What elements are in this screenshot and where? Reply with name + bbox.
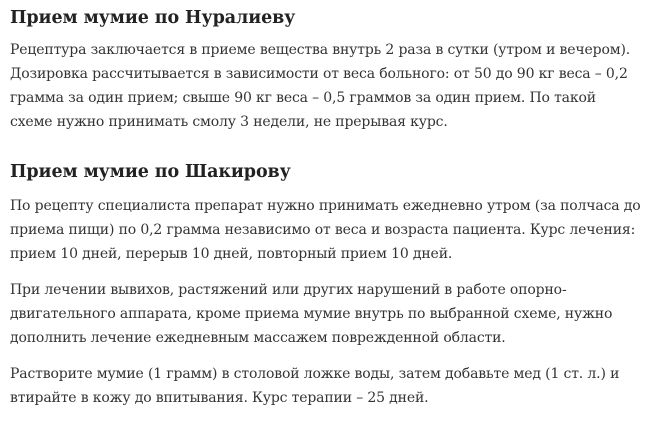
paragraph-line: втирайте в кожу до впитывания. Курс терапии – 25 дней. xyxy=(10,390,429,406)
paragraph-line: По рецепту специалиста препарат нужно принимать ежедневно утром (за полчаса до xyxy=(10,198,641,214)
paragraph-line: Дозировка рассчитывается в зависимости от веса больного: от 50 до 90 кг веса – 0,2 xyxy=(10,66,628,82)
paragraph-shakirov-regimen xyxy=(10,194,641,266)
paragraph-line: двигательного аппарата, кроме приема мумие внутрь по выбранной схеме, нужно xyxy=(10,306,613,322)
paragraph-nuraliev-dosage xyxy=(10,38,630,134)
paragraph-line: дополнить лечение ежедневным массажем поврежденной области. xyxy=(10,330,506,346)
section-heading-shakirov: Прием мумие по Шакирову xyxy=(10,162,291,182)
paragraph-line: Рецептура заключается в приеме вещества внутрь 2 раза в сутки (утром и вечером). xyxy=(10,42,631,58)
paragraph-line: грамма за один прием; свыше 90 кг веса – 0,5 граммов за один прием. По такой xyxy=(10,90,596,106)
paragraph-shakirov-rub xyxy=(10,362,619,410)
paragraph-line: приема пищи) по 0,2 грамма независимо от веса и возраста пациента. Курс лечения: xyxy=(10,222,636,238)
paragraph-line: схеме нужно принимать смолу 3 недели, не прерывая курс. xyxy=(10,114,448,130)
paragraph-line: При лечении вывихов, растяжений или других нарушений в работе опорно- xyxy=(10,282,567,298)
paragraph-line: Растворите мумие (1 грамм) в столовой ложке воды, затем добавьте мед (1 ст. л.) и xyxy=(10,366,620,382)
paragraph-line: прием 10 дней, перерыв 10 дней, повторный прием 10 дней. xyxy=(10,246,453,262)
paragraph-shakirov-injuries xyxy=(10,278,612,350)
section-heading-nuraliev: Прием мумие по Нуралиеву xyxy=(10,8,296,28)
